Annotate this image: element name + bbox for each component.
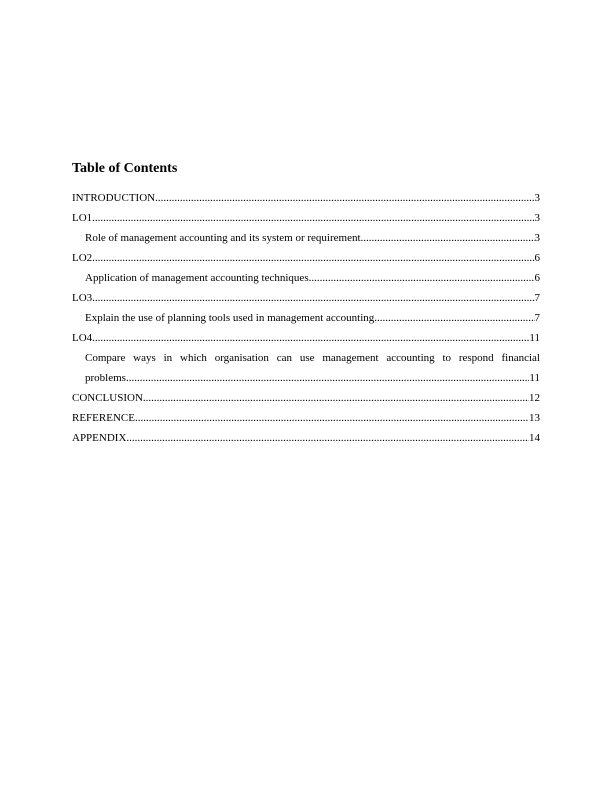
toc-entry-label: LO3 bbox=[72, 292, 93, 304]
dot-leader bbox=[92, 288, 534, 308]
toc-entry-label-line2: problems bbox=[85, 372, 126, 384]
toc-entry-appendix[interactable] bbox=[72, 428, 540, 448]
toc-title: Table of Contents bbox=[72, 161, 178, 176]
toc-entry-introduction[interactable] bbox=[72, 188, 540, 208]
toc-entry-lo1[interactable] bbox=[72, 208, 540, 228]
dot-leader bbox=[309, 268, 535, 288]
toc-page-number: 7 bbox=[534, 292, 540, 304]
dot-leader bbox=[155, 188, 534, 208]
toc-entry-label-line1: Compare ways in which organisation can use management accounting to respond financial bbox=[85, 352, 540, 364]
toc-entry-label: APPENDIX bbox=[72, 432, 127, 444]
dot-leader bbox=[92, 208, 534, 228]
toc-entry-label: LO2 bbox=[72, 252, 93, 264]
toc-entry-label: REFERENCE bbox=[72, 412, 135, 424]
dot-leader bbox=[92, 248, 534, 268]
toc-page-number: 3 bbox=[534, 212, 540, 224]
toc-page-number: 3 bbox=[534, 192, 540, 204]
toc-page-number: 12 bbox=[529, 392, 540, 404]
toc-entry-reference[interactable] bbox=[72, 408, 540, 428]
toc-page-number: 14 bbox=[529, 432, 540, 444]
toc-entry-planning-tools[interactable] bbox=[72, 308, 540, 328]
dot-leader bbox=[126, 368, 529, 388]
toc-page-number: 7 bbox=[534, 312, 540, 324]
toc-entry-label: LO4 bbox=[72, 332, 93, 344]
toc-list bbox=[72, 188, 540, 448]
toc-page-number: 3 bbox=[534, 232, 540, 244]
toc-page-number: 6 bbox=[534, 252, 540, 264]
toc-page-number: 6 bbox=[534, 272, 540, 284]
dot-leader bbox=[126, 428, 529, 448]
dot-leader bbox=[374, 308, 534, 328]
dot-leader bbox=[135, 408, 529, 428]
toc-page-number: 11 bbox=[529, 332, 540, 344]
toc-entry-compare-ways[interactable] bbox=[72, 348, 540, 388]
toc-entry-lo4[interactable] bbox=[72, 328, 540, 348]
toc-entry-lo2[interactable] bbox=[72, 248, 540, 268]
toc-entry-label-line2-row bbox=[85, 368, 540, 388]
dot-leader bbox=[361, 228, 535, 248]
toc-entry-label: Role of management accounting and its system or requirement bbox=[85, 232, 361, 244]
dot-leader bbox=[143, 388, 529, 408]
toc-entry-conclusion[interactable] bbox=[72, 388, 540, 408]
toc-entry-label: CONCLUSION bbox=[72, 392, 143, 404]
toc-entry-lo3[interactable] bbox=[72, 288, 540, 308]
toc-page-number: 13 bbox=[529, 412, 540, 424]
toc-entry-label: INTRODUCTION bbox=[72, 192, 156, 204]
toc-entry-label: Application of management accounting techniques bbox=[85, 272, 309, 284]
dot-leader bbox=[92, 328, 529, 348]
toc-entry-application-of-techniques[interactable] bbox=[72, 268, 540, 288]
toc-page-number: 11 bbox=[529, 372, 540, 384]
toc-entry-role-of-management-accounting[interactable] bbox=[72, 228, 540, 248]
toc-entry-label: Explain the use of planning tools used in management accounting bbox=[85, 312, 375, 324]
toc-entry-label: LO1 bbox=[72, 212, 93, 224]
